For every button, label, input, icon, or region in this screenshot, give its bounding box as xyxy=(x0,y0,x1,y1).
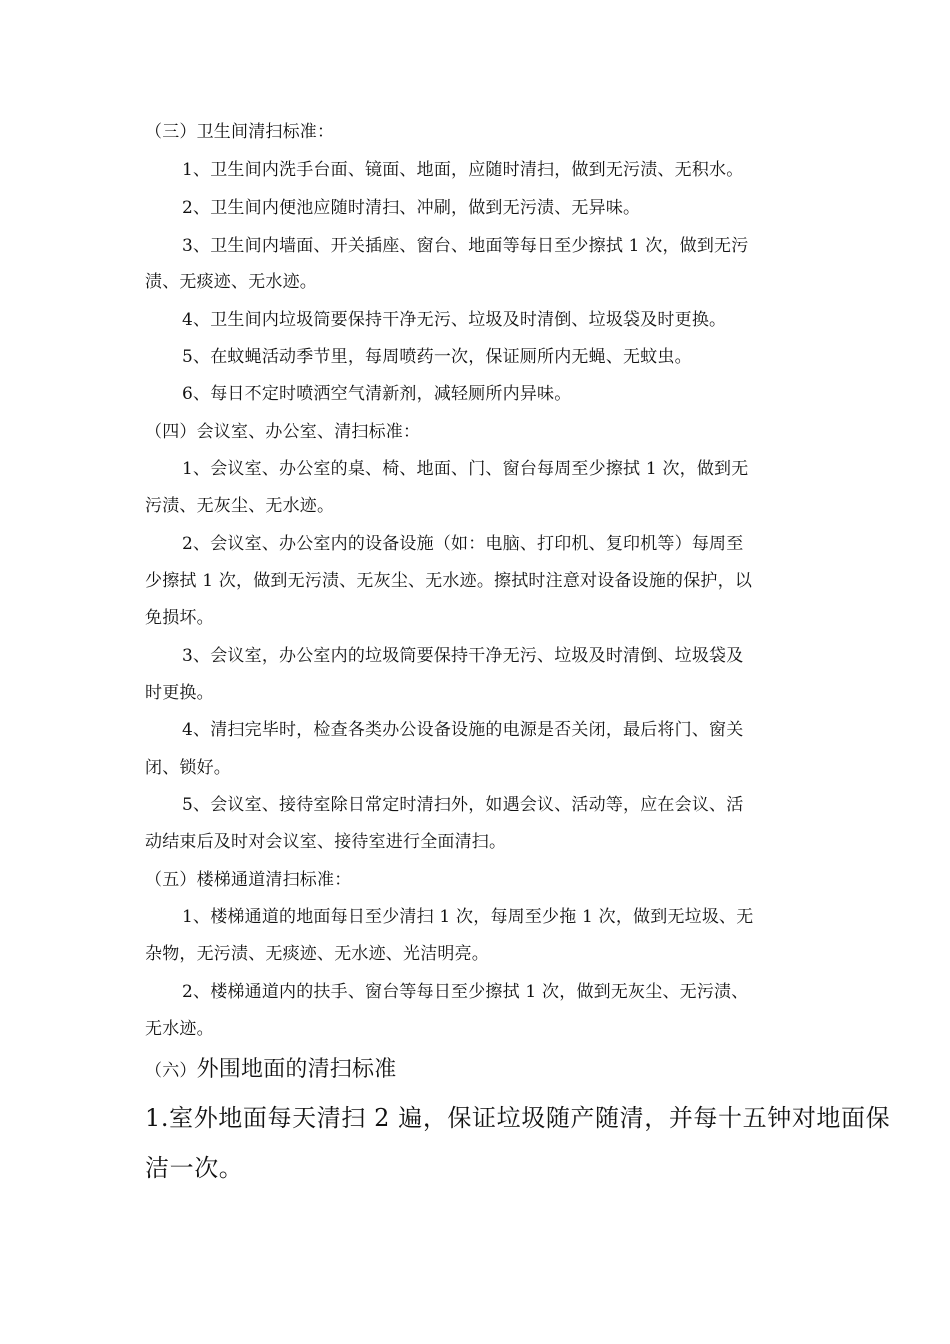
section-4-item-3-line-1: 3、会议室，办公室内的垃圾筒要保持干净无污、垃圾及时清倒、垃圾袋及 xyxy=(182,646,744,666)
section-6-heading xyxy=(145,1056,810,1085)
section-4-item-4-line-2: 闭、锁好。 xyxy=(145,758,231,778)
section-4-item-4-line-1: 4、清扫完毕时，检查各类办公设备设施的电源是否关闭，最后将门、窗关 xyxy=(182,720,744,740)
section-3-item-2: 2、卫生间内便池应随时清扫、冲刷，做到无污渍、无异味。 xyxy=(182,198,641,218)
section-4-item-1-line-1: 1、会议室、办公室的桌、椅、地面、门、窗台每周至少擦拭 1 次，做到无 xyxy=(182,459,749,479)
section-5-item-2-line-1: 2、楼梯通道内的扶手、窗台等每日至少擦拭 1 次，做到无灰尘、无污渍、 xyxy=(182,982,749,1002)
section-5-item-1-line-1: 1、楼梯通道的地面每日至少清扫 1 次，每周至少拖 1 次，做到无垃圾、无 xyxy=(182,907,754,927)
section-4-item-5-line-2: 动结束后及时对会议室、接待室进行全面清扫。 xyxy=(145,832,507,852)
section-4-item-2-line-2: 少擦拭 1 次，做到无污渍、无灰尘、无水迹。擦拭时注意对设备设施的保护，以 xyxy=(145,571,753,591)
section-5-item-1-line-2: 杂物，无污渍、无痰迹、无水迹、光洁明亮。 xyxy=(145,944,489,964)
section-4-item-3-line-2: 时更换。 xyxy=(145,683,214,703)
section-5-item-2-line-2: 无水迹。 xyxy=(145,1019,214,1039)
section-5-heading: （五）楼梯通道清扫标准： xyxy=(145,870,352,890)
section-6-item-1-line-2: 洁一次。 xyxy=(145,1154,244,1182)
section-3-item-1: 1、卫生间内洗手台面、镜面、地面，应随时清扫，做到无污渍、无积水。 xyxy=(182,160,744,180)
section-3-heading: （三）卫生间清扫标准： xyxy=(145,122,335,142)
section-6-heading-number: （六） xyxy=(145,1061,197,1081)
section-6-heading-text: 外围地面的清扫标准 xyxy=(196,1057,397,1082)
section-3-item-3-line-1: 3、卫生间内墙面、开关插座、窗台、地面等每日至少擦拭 1 次，做到无污 xyxy=(182,236,749,256)
section-4-heading: （四）会议室、办公室、清扫标准： xyxy=(145,422,421,442)
section-4-item-2-line-3: 免损坏。 xyxy=(145,608,214,628)
section-4-item-5-line-1: 5、会议室、接待室除日常定时清扫外，如遇会议、活动等，应在会议、活 xyxy=(182,795,744,815)
section-6-item-1-line-1: 1.室外地面每天清扫 2 遍，保证垃圾随产随清，并每十五钟对地面保 xyxy=(145,1104,891,1132)
section-3-item-6: 6、每日不定时喷洒空气清新剂，减轻厕所内异味。 xyxy=(182,384,572,404)
section-3-item-5: 5、在蚊蝇活动季节里，每周喷药一次，保证厕所内无蝇、无蚊虫。 xyxy=(182,347,692,367)
section-3-item-4: 4、卫生间内垃圾筒要保持干净无污、垃圾及时清倒、垃圾袋及时更换。 xyxy=(182,310,727,330)
section-4-item-1-line-2: 污渍、无灰尘、无水迹。 xyxy=(145,496,335,516)
section-4-item-2-line-1: 2、会议室、办公室内的设备设施（如：电脑、打印机、复印机等）每周至 xyxy=(182,534,744,554)
section-3-item-3-line-2: 渍、无痰迹、无水迹。 xyxy=(145,272,317,292)
